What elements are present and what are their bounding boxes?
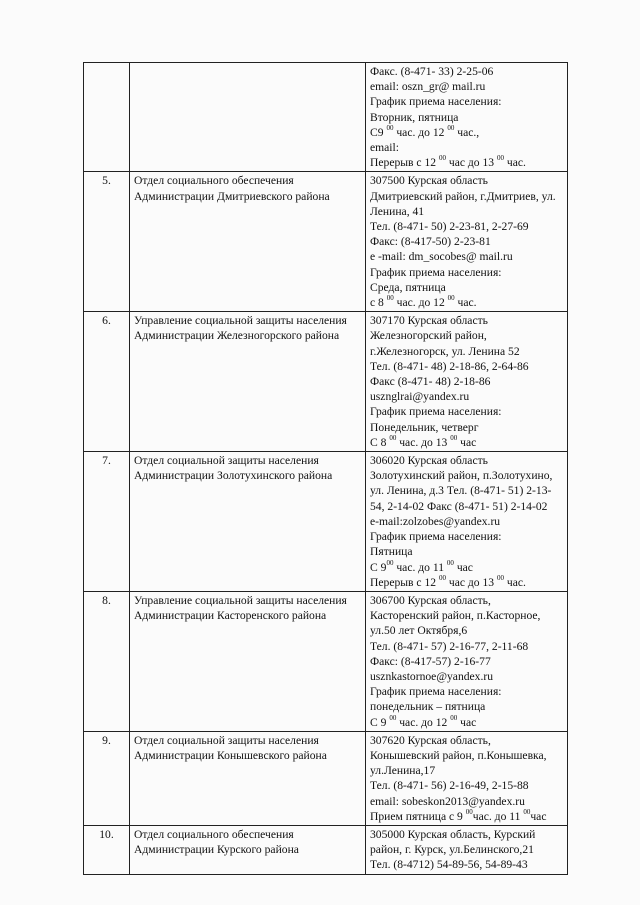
contact-text: час. до 13 (396, 435, 451, 449)
time-superscript: 00 (438, 573, 446, 582)
contact-text: Факс: (8-417-57) 2-16-77 (370, 654, 491, 668)
contact-line (370, 763, 563, 778)
organization-name: Отдел социальной защиты населения Администрации Золотухинского района (130, 452, 366, 592)
contact-info (366, 63, 568, 172)
contact-text: понедельник – пятница (370, 700, 486, 714)
contact-line (370, 64, 563, 79)
contact-text: С9 (370, 125, 387, 139)
time-superscript: 00 (496, 573, 504, 582)
table-row (84, 63, 568, 172)
row-number: 5. (84, 172, 130, 312)
time-superscript: 00 (447, 294, 455, 303)
contact-text: Факс. (8-471- 33) 2-25-06 (370, 65, 494, 78)
contact-line (370, 575, 563, 590)
contact-line (370, 669, 563, 684)
contact-text: e-mail:zolzobes@yandex.ru (370, 514, 501, 528)
contact-text: Тел. (8-471- 50) 2-23-81, 2-27-69 (370, 220, 529, 234)
organization-name: Отдел социальной защиты населения Администрации Конышевского района (130, 731, 366, 825)
time-superscript: 00 (389, 434, 397, 443)
contact-text: С 8 (370, 435, 390, 449)
contact-text: час до 13 (445, 575, 497, 589)
contact-line (370, 778, 563, 793)
contact-text: Перерыв с 12 (370, 575, 439, 589)
contact-text: График приема населения: (370, 265, 502, 279)
contact-text: График приема населения: (370, 95, 502, 109)
contact-line (370, 94, 563, 109)
contact-text: Дмитриевский район, г.Дмитриев, ул. (370, 189, 556, 203)
time-superscript: 00 (496, 154, 504, 163)
contact-text: Тел. (8-471- 57) 2-16-77, 2-11-68 (370, 639, 529, 653)
contact-line (370, 529, 563, 544)
contact-line (370, 189, 563, 204)
contact-text: час., (454, 125, 480, 139)
contact-text: Факс: (8-417-50) 2-23-81 (370, 235, 491, 249)
contact-line (370, 809, 563, 824)
contact-text: Вторник, пятница (370, 110, 459, 124)
contact-text: С 9 (370, 715, 390, 729)
contact-info (366, 172, 568, 312)
row-number: 8. (84, 591, 130, 731)
contact-line (370, 110, 563, 125)
table-row (84, 312, 568, 452)
contact-text: email: (370, 141, 399, 155)
contact-text: email: sobeskon2013@yandex.ru (370, 794, 525, 808)
time-superscript: 00 (465, 807, 473, 816)
contact-text: час до 13 (445, 156, 497, 170)
contact-text: Касторенский район, п.Касторное, (370, 609, 541, 623)
contact-line (370, 420, 563, 435)
contact-text: час (453, 560, 473, 574)
contact-line (370, 499, 563, 514)
contact-text: 306020 Курская область (370, 454, 488, 468)
contact-text: Золотухинский район, п.Золотухино, (370, 469, 553, 483)
contact-line (370, 623, 563, 638)
contact-line (370, 265, 563, 280)
row-number (84, 63, 130, 172)
contact-line (370, 140, 563, 155)
contact-line (370, 560, 563, 575)
contact-line (370, 295, 563, 310)
organization-name (130, 63, 366, 172)
time-superscript: 00 (386, 558, 394, 567)
row-number: 6. (84, 312, 130, 452)
contact-text: Среда, пятница (370, 280, 446, 294)
table-body (84, 63, 568, 875)
contact-line (370, 389, 563, 404)
contact-text: 306700 Курская область, (370, 593, 491, 607)
contact-line (370, 234, 563, 249)
contact-text: usznglrai@yandex.ru (370, 390, 470, 404)
contact-line (370, 608, 563, 623)
table-row (84, 452, 568, 592)
contact-info (366, 825, 568, 874)
contact-text: 305000 Курская область, Курский (370, 827, 536, 841)
contact-text: Перерыв с 12 (370, 156, 439, 170)
contact-text: час. (503, 156, 526, 170)
contact-line (370, 733, 563, 748)
contact-text: График приема населения: (370, 685, 502, 699)
contact-line (370, 748, 563, 763)
table-row (84, 172, 568, 312)
contact-text: Ленина, 41 (370, 204, 425, 218)
time-superscript: 00 (386, 123, 394, 132)
social-protection-offices-table (83, 62, 568, 875)
contact-text: час. до 12 (393, 125, 448, 139)
contact-info (366, 731, 568, 825)
contact-line (370, 827, 563, 842)
contact-line (370, 344, 563, 359)
contact-text: 307620 Курская область, (370, 733, 491, 747)
contact-text: Прием пятница с 9 (370, 809, 466, 823)
contact-line (370, 435, 563, 450)
contact-text: час. до 11 (472, 809, 524, 823)
contact-text: С 9 (370, 560, 387, 574)
time-superscript: 00 (446, 558, 454, 567)
time-superscript: 00 (438, 154, 446, 163)
contact-text: usznkastornoe@yandex.ru (370, 669, 494, 683)
organization-name: Управление социальной защиты населения Администрации Железногорского района (130, 312, 366, 452)
contact-line (370, 374, 563, 389)
organization-name: Управление социальной защиты населения Администрации Касторенского района (130, 591, 366, 731)
contact-line (370, 404, 563, 419)
contact-line (370, 639, 563, 654)
contact-line (370, 842, 563, 857)
contact-line (370, 249, 563, 264)
contact-line (370, 155, 563, 170)
contact-text: Пятница (370, 545, 413, 559)
contact-line (370, 514, 563, 529)
time-superscript: 00 (523, 807, 531, 816)
contact-line (370, 204, 563, 219)
contact-line (370, 280, 563, 295)
table-row (84, 825, 568, 874)
contact-text: Факс (8-471- 48) 2-18-86 (370, 375, 491, 389)
contact-text: Понедельник, четверг (370, 420, 479, 434)
row-number: 9. (84, 731, 130, 825)
contact-text: 307500 Курская область (370, 174, 488, 188)
contact-text: График приема населения: (370, 405, 502, 419)
table-row (84, 591, 568, 731)
row-number: 10. (84, 825, 130, 874)
contact-text: Железногорский район, (370, 329, 487, 343)
contact-line (370, 79, 563, 94)
contact-text: час. до 12 (396, 715, 451, 729)
contact-info (366, 452, 568, 592)
table-row (84, 731, 568, 825)
contact-text: 54, 2-14-02 Факс (8-471- 51) 2-14-02 (370, 499, 548, 513)
contact-info (366, 591, 568, 731)
contact-text: час (457, 715, 477, 729)
organization-name: Отдел социального обеспечения Администрации Дмитриевского района (130, 172, 366, 312)
time-superscript: 00 (447, 123, 455, 132)
contact-line (370, 544, 563, 559)
time-superscript: 00 (450, 713, 458, 722)
contact-text: 307170 Курская область (370, 314, 488, 328)
contact-line (370, 857, 563, 872)
contact-text: ул.50 лет Октября,6 (370, 624, 468, 638)
contact-text: час (530, 809, 547, 823)
contact-text: Конышевский район, п.Конышевка, (370, 748, 547, 762)
contact-line (370, 359, 563, 374)
time-superscript: 00 (450, 434, 458, 443)
contact-line (370, 699, 563, 714)
contact-text: Тел. (8-471- 56) 2-16-49, 2-15-88 (370, 779, 529, 793)
contact-text: e -mail: dm_socobes@ mail.ru (370, 250, 513, 264)
contact-line (370, 684, 563, 699)
row-number: 7. (84, 452, 130, 592)
contact-text: час. (503, 575, 526, 589)
organization-name: Отдел социального обеспечения Администрации Курского района (130, 825, 366, 874)
time-superscript: 00 (389, 713, 397, 722)
contact-text: Тел. (8-4712) 54-89-56, 54-89-43 (370, 858, 528, 872)
contact-text: с 8 (370, 296, 387, 310)
contact-text: Тел. (8-471- 48) 2-18-86, 2-64-86 (370, 359, 529, 373)
contact-text: email: oszn_gr@ mail.ru (370, 80, 486, 94)
contact-line (370, 219, 563, 234)
contact-text: час. до 11 (393, 560, 447, 574)
contact-line (370, 313, 563, 328)
contact-line (370, 328, 563, 343)
contact-line (370, 125, 563, 140)
contact-line (370, 794, 563, 809)
contact-line (370, 483, 563, 498)
contact-line (370, 654, 563, 669)
contact-text: ул. Ленина, д.3 Тел. (8-471- 51) 2-13- (370, 484, 552, 498)
contact-text: г.Железногорск, ул. Ленина 52 (370, 344, 520, 358)
contact-text: час (457, 435, 477, 449)
contact-info (366, 312, 568, 452)
contact-line (370, 715, 563, 730)
contact-text: График приема населения: (370, 530, 502, 544)
contact-text: час. (454, 296, 477, 310)
contact-line (370, 173, 563, 188)
contact-line (370, 453, 563, 468)
contact-text: район, г. Курск, ул.Белинского,21 (370, 843, 534, 857)
contact-line (370, 593, 563, 608)
time-superscript: 00 (386, 294, 394, 303)
contact-text: ул.Ленина,17 (370, 764, 436, 778)
contact-line (370, 468, 563, 483)
contact-text: час. до 12 (393, 296, 448, 310)
